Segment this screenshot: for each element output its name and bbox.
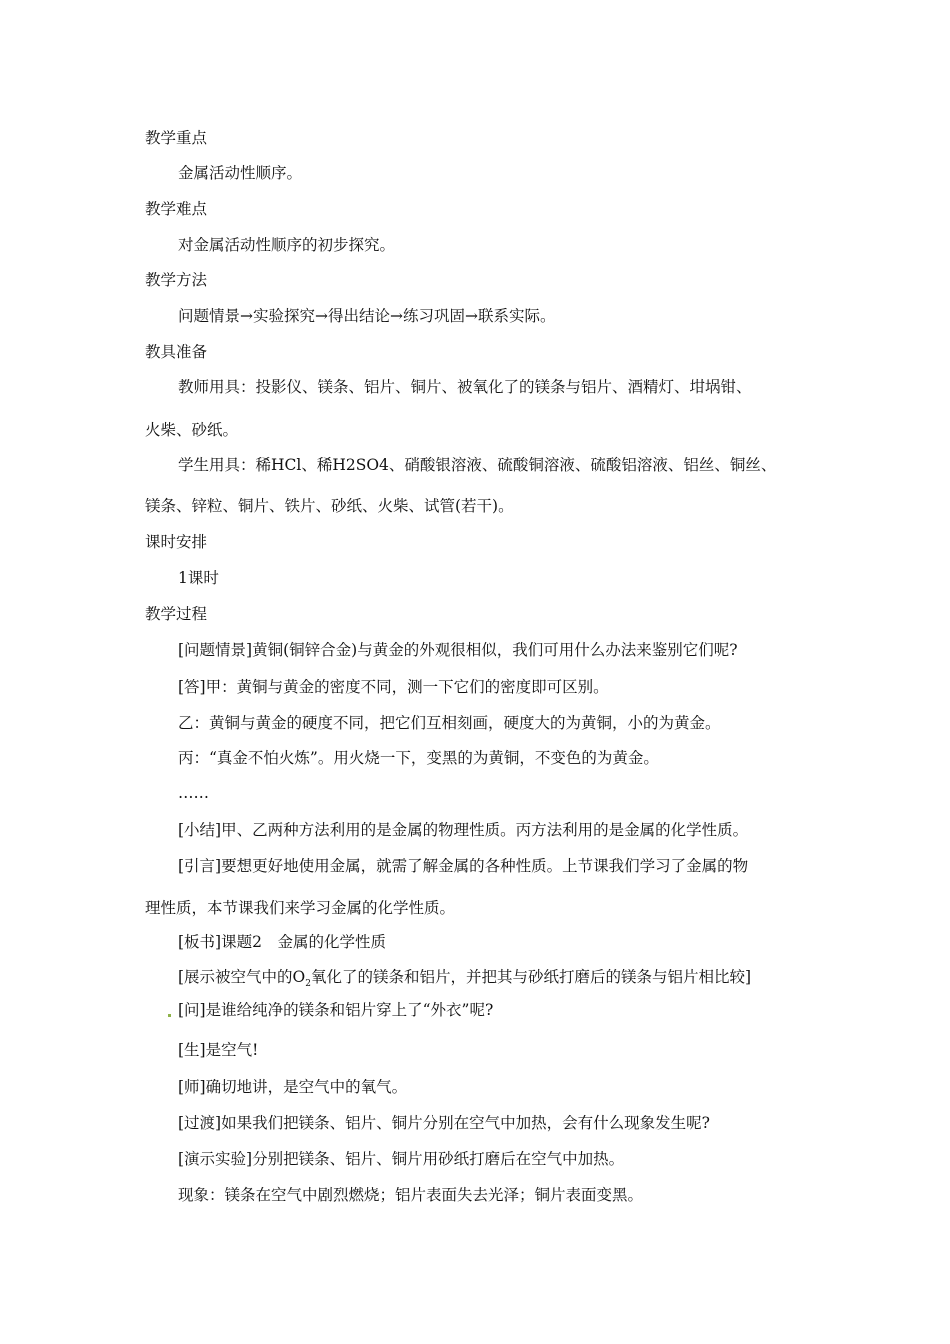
process-ellipsis: …… [178,784,209,802]
oxygen-subscript: 2 [305,979,311,990]
process-paragraph-14: [演示实验]分别把镁条、铝片、铜片用砂纸打磨后在空气中加热。 [178,1150,625,1168]
process-paragraph-13: [过渡]如果我们把镁条、铝片、铜片分别在空气中加热，会有什么现象发生呢? [178,1114,710,1132]
process-paragraph-1: [问题情景]黄铜(铜锌合金)与黄金的外观很相似，我们可用什么办法来鉴别它们呢? [178,641,738,659]
process-paragraph-9 [178,967,752,990]
process-paragraph-7-line-1: [引言]要想更好地使用金属，就需了解金属的各种性质。上节课我们学习了金属的物 [178,857,749,875]
student-tools-line-1: 学生用具：稀HCl、稀H2SO4、硝酸银溶液、硫酸铜溶液、硫酸铝溶液、铝丝、铜丝、 [178,456,777,474]
process-heading: 教学过程 [145,605,208,623]
difficulty-text: 对金属活动性顺序的初步探究。 [178,236,396,254]
method-text: 问题情景→实验探究→得出结论→练习巩固→联系实际。 [178,307,556,325]
tools-heading: 教具准备 [145,343,208,361]
difficulty-heading: 教学难点 [145,200,208,218]
process-paragraph-2: [答]甲：黄铜与黄金的密度不同，测一下它们的密度即可区别。 [178,678,609,696]
margin-marker [168,1014,171,1017]
teacher-tools-line-2: 火柴、砂纸。 [145,421,239,439]
process-paragraph-15: 现象：镁条在空气中剧烈燃烧；铝片表面失去光泽；铜片表面变黑。 [178,1186,644,1204]
process-paragraph-3: 乙：黄铜与黄金的硬度不同，把它们互相刻画，硬度大的为黄铜，小的为黄金。 [178,714,721,732]
schedule-text: 1课时 [178,569,219,587]
method-heading: 教学方法 [145,271,208,289]
process-paragraph-9-after: 氧化了的镁条和铝片，并把其与砂纸打磨后的镁条与铝片相比较] [311,968,752,986]
teacher-tools-line-1: 教师用具：投影仪、镁条、铝片、铜片、被氧化了的镁条与铝片、酒精灯、坩埚钳、 [178,378,752,396]
process-paragraph-9-before: [展示被空气中的O [178,968,306,986]
key-points-heading: 教学重点 [145,129,208,147]
process-paragraph-11: [生]是空气! [178,1041,259,1059]
key-points-text: 金属活动性顺序。 [178,164,303,182]
student-tools-line-2: 镁条、锌粒、铜片、铁片、砂纸、火柴、试管(若干)。 [145,497,514,515]
process-paragraph-12: [师]确切地讲，是空气中的氧气。 [178,1078,408,1096]
process-paragraph-7-line-2: 理性质，本节课我们来学习金属的化学性质。 [145,899,456,917]
process-paragraph-4: 丙：“真金不怕火炼”。用火烧一下，变黑的为黄铜，不变色的为黄金。 [178,749,659,767]
process-paragraph-8: [板书]课题2 金属的化学性质 [178,933,386,951]
schedule-heading: 课时安排 [145,533,208,551]
process-paragraph-6: [小结]甲、乙两种方法利用的是金属的物理性质。丙方法利用的是金属的化学性质。 [178,821,749,839]
process-paragraph-10: [问]是谁给纯净的镁条和铝片穿上了“外衣”呢? [178,1001,494,1019]
